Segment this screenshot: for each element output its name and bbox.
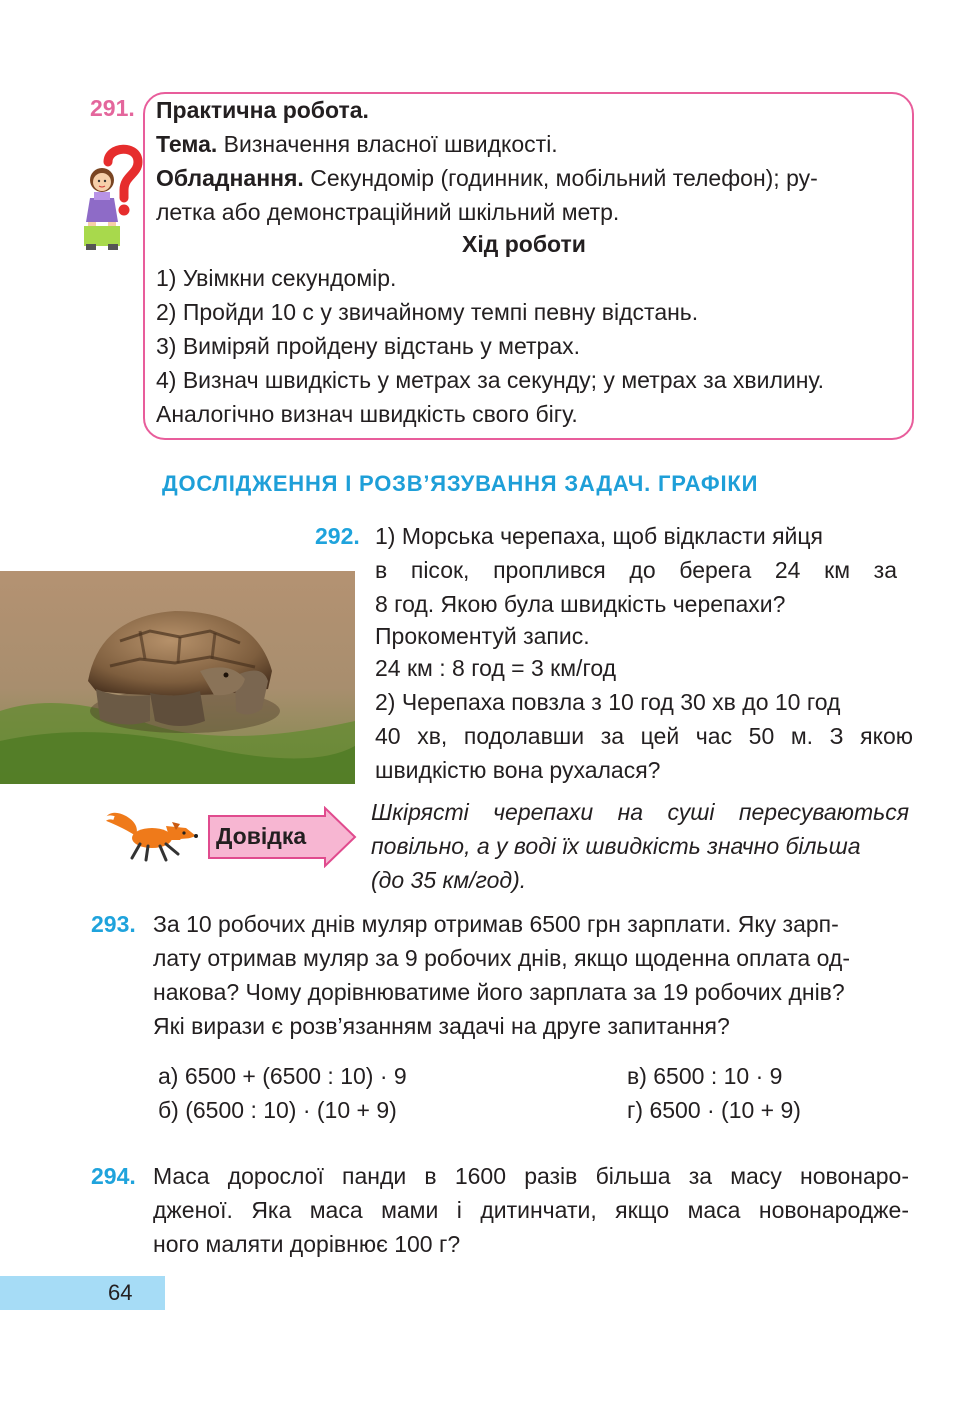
task-292-line-8: швидкістю вона рухалася? [375,757,661,783]
task-291-title: Практична робота. [156,97,369,123]
task-292-number: 292. [315,523,360,549]
turtle-photo [0,571,355,784]
page-number: 64 [108,1280,133,1305]
step-1: 1) Увімкни секундомір. [156,265,397,291]
task-293-number: 293. [91,911,136,937]
task-293-line-1: За 10 робочих днів муляр отримав 6500 грн зарплати. Яку зарп- [153,911,839,937]
reference-line-1: Шкірясті черепахи на суші пересуваються [371,799,909,825]
step-5: Аналогічно визнач швидкість свого бігу. [156,401,578,427]
task-292-line-7: 40 хв, подолавши за цей час 50 м. З якою [375,723,913,749]
page-number-tab [0,1276,165,1310]
task-292-line-4: Прокоментуй запис. [375,623,590,649]
fox-icon [100,806,204,864]
step-4: 4) Визнач швидкість у метрах за секунду; у метрах за хвилину. [156,367,825,393]
procedure-heading: Хід роботи [462,231,586,257]
equipment-label: Обладнання. [156,165,304,191]
task-294-number: 294. [91,1163,136,1189]
task-291-equipment-2: летка або демонстраційний шкільний метр. [156,199,620,225]
task-294-line-2: дженої. Яка маса мами і дитинчати, якщо маса новонародже- [153,1197,909,1223]
equipment-text-1: Секундомір (годинник, мобільний телефон); ру- [303,165,818,191]
girl-question-icon [78,140,146,255]
task-293-line-4: Які вирази є розв’язанням задачі на друге запитання? [153,1013,730,1039]
reference-label: Довідка [216,823,307,849]
task-292-line-5: 24 км : 8 год = 3 км/год [375,655,617,681]
task-294-line-1: Маса дорослої панди в 1600 разів більша за масу новонаро- [153,1163,909,1189]
task-291-number: 291. [90,95,135,121]
task-292-line-3: 8 год. Якою була швидкість черепахи? [375,591,786,617]
option-a: а) 6500 + (6500 : 10) · 9 [158,1063,407,1089]
task-292-line-2: в пісок, проплився до берега 24 км за [375,557,897,583]
step-2: 2) Пройди 10 с у звичайному темпі певну відстань. [156,299,699,325]
task-291-equipment-1 [156,162,818,195]
step-3: 3) Виміряй пройдену відстань у метрах. [156,333,580,359]
reference-line-3: (до 35 км/год). [371,867,527,893]
option-v: в) 6500 : 10 · 9 [627,1063,783,1089]
option-g: г) 6500 · (10 + 9) [627,1097,801,1123]
section-heading: ДОСЛІДЖЕННЯ І РОЗВ’ЯЗУВАННЯ ЗАДАЧ. ГРАФІКИ [162,471,759,496]
task-292-line-1: 1) Морська черепаха, щоб відкласти яйця [375,523,823,549]
task-294-line-3: ного маляти дорівнює 100 г? [153,1231,461,1257]
task-293-line-2: лату отримав муляр за 9 робочих днів, якщо щоденна оплата од- [153,945,850,971]
topic-label: Тема. [156,131,218,157]
task-293-line-3: накова? Чому дорівнюватиме його зарплата за 19 робочих днів? [153,979,845,1005]
reference-line-2: повільно, а у воді їх швидкість значно більша [371,833,861,859]
task-291-topic [156,128,558,161]
option-b: б) (6500 : 10) · (10 + 9) [158,1097,397,1123]
topic-text: Визначення власної швидкості. [217,131,558,157]
task-292-line-6: 2) Черепаха повзла з 10 год 30 хв до 10 год [375,689,841,715]
